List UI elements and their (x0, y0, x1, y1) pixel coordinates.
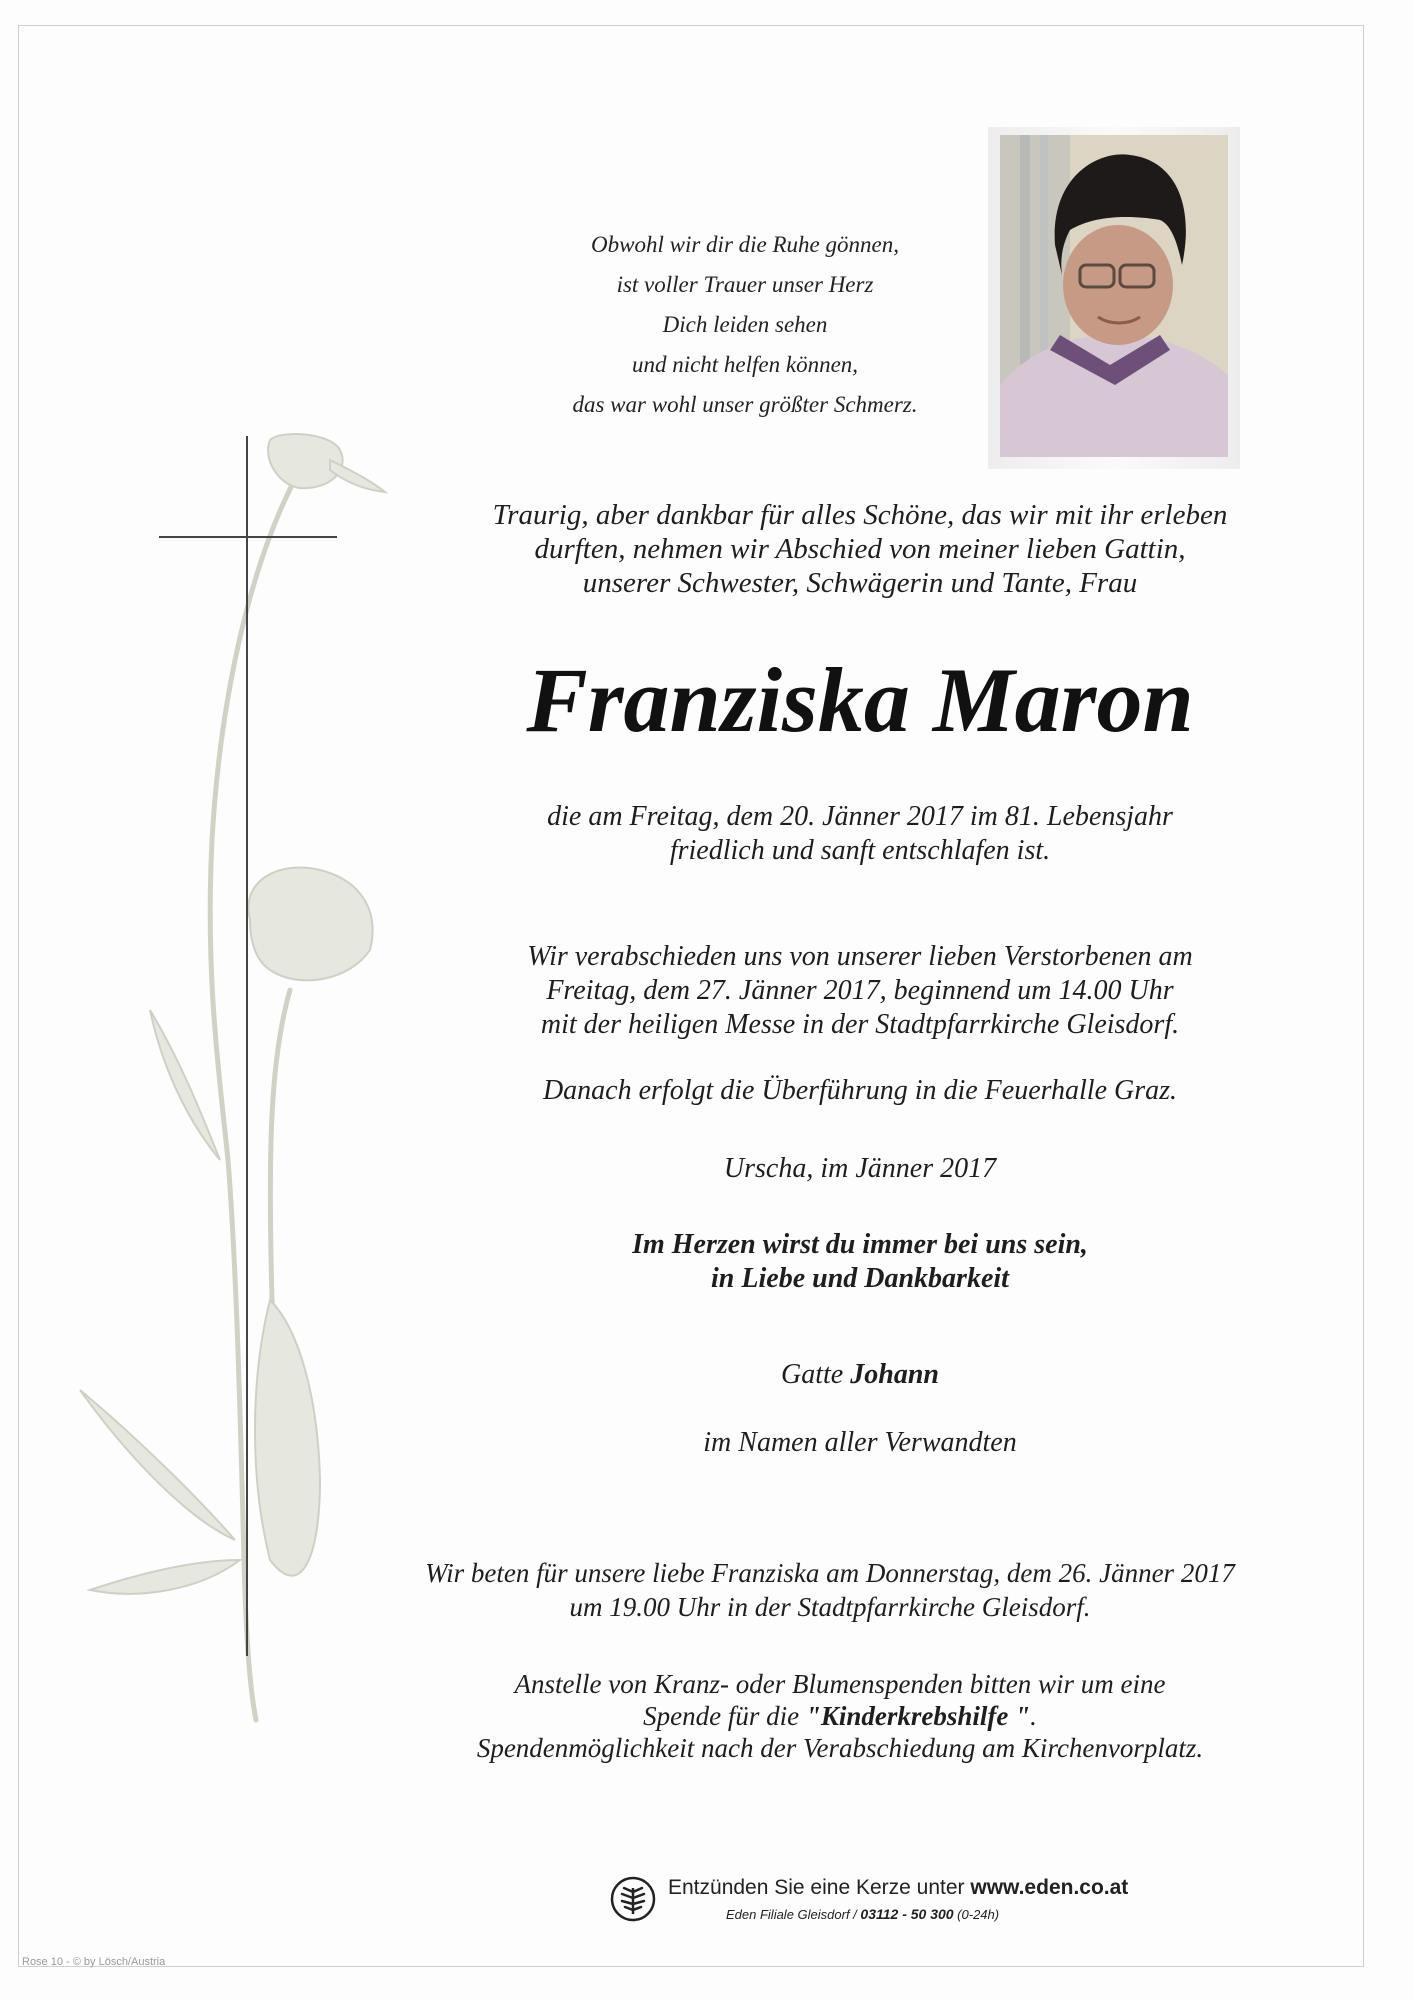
in-heart-line: Im Herzen wirst du immer bei uns sein, (632, 1229, 1088, 1260)
prayer-line: um 19.00 Uhr in der Stadtpfarrkirche Gleisdorf. (569, 1592, 1091, 1622)
phone-hours: (0-24h) (953, 1907, 1000, 1922)
donation-pre: Spende für die (643, 1701, 806, 1731)
poem-line: Obwohl wir dir die Ruhe gönnen, (591, 232, 899, 257)
donation-line: Anstelle von Kranz- oder Blumenspenden bitten wir um eine (514, 1669, 1166, 1699)
donation-charity: "Kinderkrebshilfe " (805, 1701, 1031, 1731)
in-heart-text (440, 1228, 1280, 1296)
deceased-name: Franziska Maron (526, 649, 1194, 751)
branch-line (726, 1906, 999, 1922)
spouse-label: Gatte (781, 1359, 844, 1390)
spouse-line (440, 1358, 1280, 1392)
death-notice-line: die am Freitag, dem 20. Jänner 2017 im 81. Lebensjahr (547, 801, 1173, 832)
phone-number: 03112 - 50 300 (860, 1906, 954, 1922)
farewell-line: Wir verabschieden uns von unserer lieben Verstorbenen am (527, 941, 1193, 972)
poem-line: das war wohl unser größter Schmerz. (572, 392, 918, 417)
poem-line: ist voller Trauer unser Herz (616, 272, 874, 297)
intro-line: Traurig, aber dankbar für alles Schöne, das wir mit ihr erleben (492, 499, 1228, 531)
portrait-photo (1000, 135, 1228, 457)
intro-text (440, 498, 1280, 600)
prayer-notice (380, 1556, 1280, 1624)
cross-icon-horizontal (159, 536, 337, 538)
relatives-line: im Namen aller Verwandten (703, 1427, 1017, 1458)
candle-link-line (668, 1876, 1128, 1900)
tree-logo-icon (610, 1876, 656, 1922)
copyright-note: Rose 10 - © by Lösch/Austria (22, 1956, 166, 1968)
donation-line (400, 1700, 1280, 1732)
intro-line: unserer Schwester, Schwägerin und Tante, Frau (582, 567, 1138, 599)
spouse-name: Johann (850, 1359, 939, 1390)
farewell-line: Freitag, dem 27. Jänner 2017, beginnend um 14.00 Uhr (546, 975, 1174, 1006)
intro-line: durften, nehmen wir Abschied von meiner lieben Gattin, (534, 533, 1186, 565)
donation-notice (400, 1668, 1280, 1764)
death-notice-line: friedlich und sanft entschlafen ist. (669, 835, 1051, 866)
poem (510, 225, 980, 425)
farewell-line: mit der heiligen Messe in der Stadtpfarrkirche Gleisdorf. (540, 1009, 1180, 1040)
poem-line: Dich leiden sehen (662, 312, 828, 337)
prayer-line: Wir beten für unsere liebe Franziska am Donnerstag, dem 26. Jänner 2017 (425, 1558, 1235, 1588)
candle-text: Entzünden Sie eine Kerze unter (668, 1876, 971, 1899)
website-link[interactable]: www.eden.co.at (970, 1876, 1129, 1899)
place-date: Urscha, im Jänner 2017 (723, 1153, 997, 1184)
poem-line: und nicht helfen können, (631, 352, 859, 377)
donation-line: Spendenmöglichkeit nach der Verabschiedung am Kirchenvorplatz. (476, 1733, 1204, 1763)
in-heart-line: in Liebe und Dankbarkeit (711, 1263, 1009, 1294)
farewell-text (440, 940, 1280, 1042)
portrait-frame (988, 127, 1240, 469)
transfer-note: Danach erfolgt die Überführung in die Feuerhalle Graz. (542, 1075, 1178, 1106)
branch-text: Eden Filiale Gleisdorf / (726, 1907, 861, 1922)
death-notice (440, 800, 1280, 868)
rose-decoration (0, 0, 420, 1990)
cross-icon-vertical (246, 436, 248, 1656)
donation-post: . (1030, 1701, 1037, 1731)
